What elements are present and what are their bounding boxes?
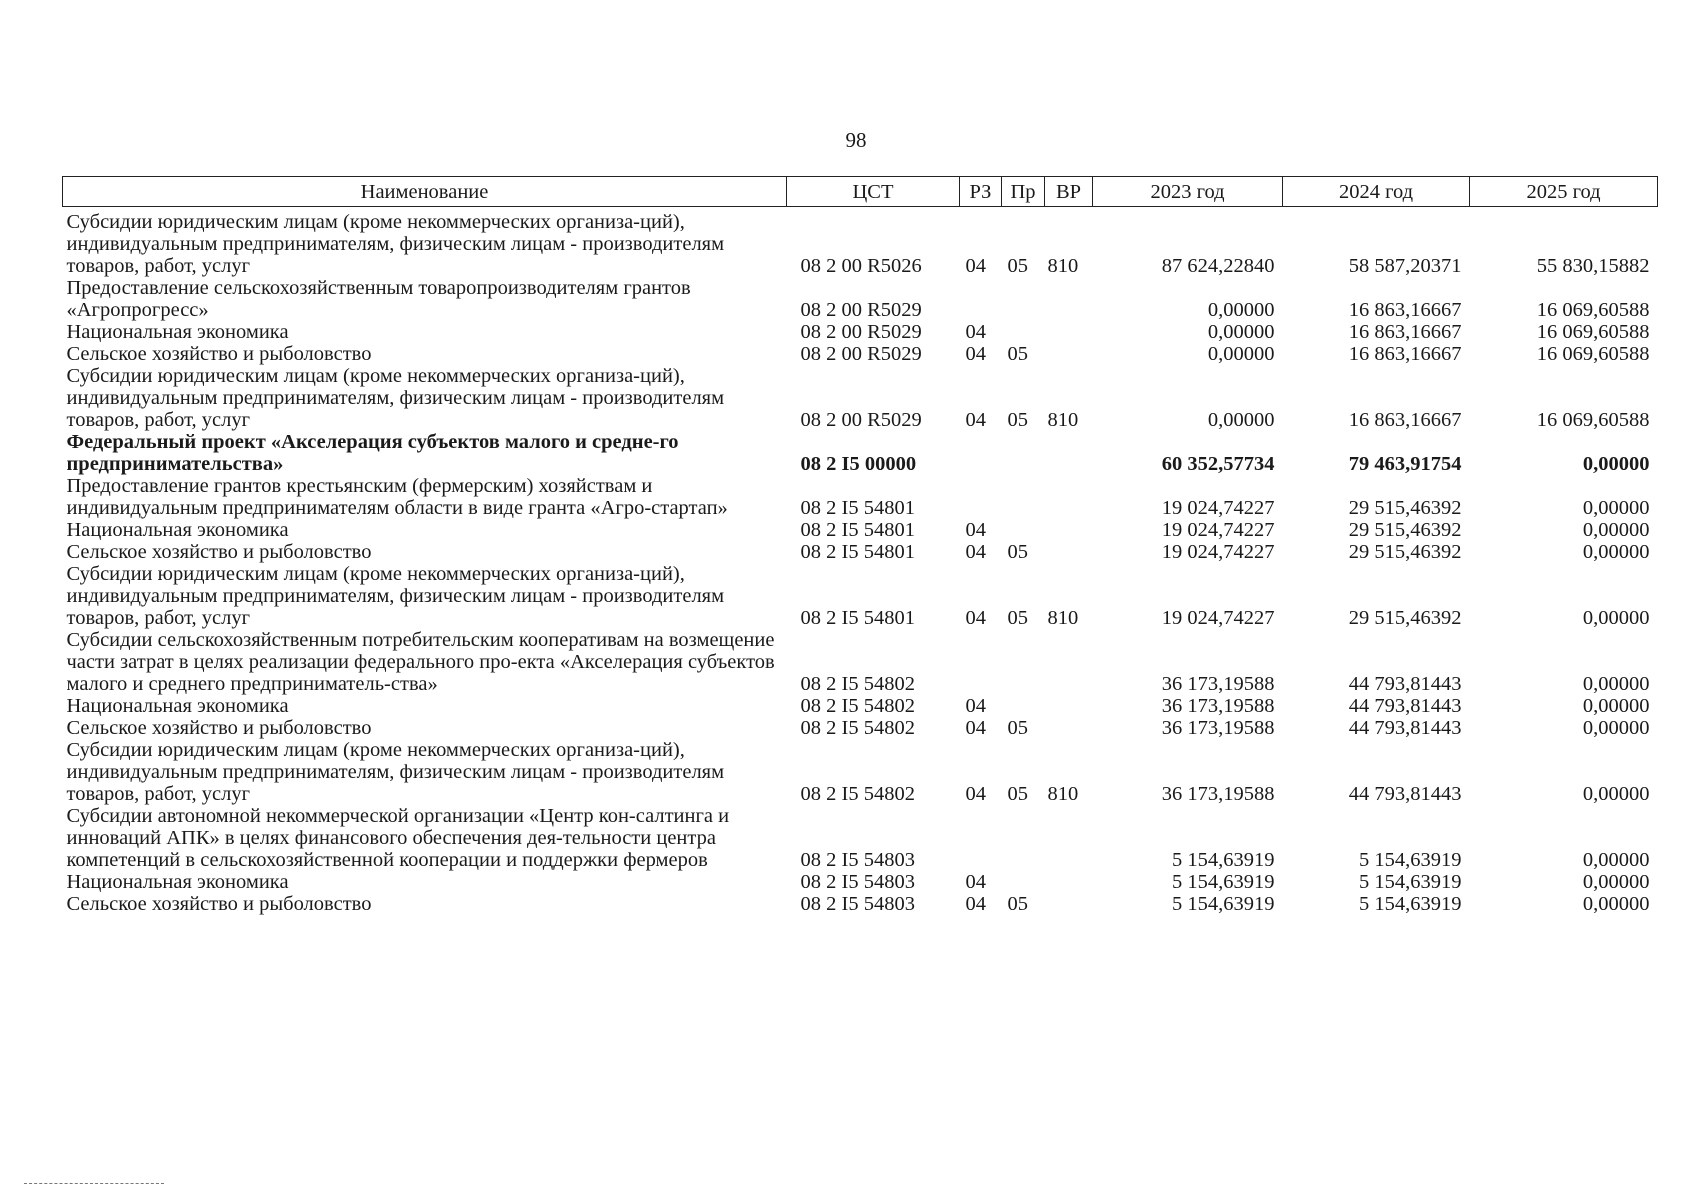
cell-2025: 16 069,60588 [1536,299,1650,321]
footer-divider [24,1183,164,1184]
cell-vr [1045,321,1093,343]
cell-rz: 04 [965,519,986,541]
cell-2025: 16 069,60588 [1536,343,1650,365]
cell-2023: 0,00000 [1207,409,1275,431]
cell-vr: 810 [1047,607,1079,629]
cell-2024: 16 863,16667 [1348,343,1462,365]
cell-rz: 04 [965,695,986,717]
table-header [63,177,1658,207]
cell-pr [1002,321,1045,343]
cell-pr [1002,805,1045,871]
cell-cst: 08 2 I5 00000 [800,453,917,475]
cell-cst: 08 2 00 R5029 [800,409,922,431]
cell-vr: 810 [1047,255,1079,277]
cell-2025: 0,00000 [1582,541,1650,563]
cell-pr: 05 [1007,343,1028,365]
cell-2025: 16 069,60588 [1536,321,1650,343]
cell-2025: 0,00000 [1582,783,1650,805]
cell-vr [1045,695,1093,717]
cell-2024: 16 863,16667 [1348,321,1462,343]
cell-2024: 44 793,81443 [1348,673,1462,695]
table-row [63,519,1658,541]
cell-2024: 5 154,63919 [1359,871,1462,893]
cell-2025: 0,00000 [1582,519,1650,541]
cell-2025: 0,00000 [1582,871,1650,893]
cell-vr [1045,893,1093,915]
cell-pr: 05 [1007,783,1028,805]
cell-cst: 08 2 I5 54801 [800,541,915,563]
cell-vr [1045,277,1093,321]
cell-cst: 08 2 00 R5026 [800,255,922,277]
cell-name: Федеральный проект «Акселерация субъектов малого и средне-го предпринимательства» [66,431,679,475]
header-rz: РЗ [960,177,1002,207]
table-row [63,343,1658,365]
cell-2023: 87 624,22840 [1161,255,1275,277]
cell-pr [1002,475,1045,519]
cell-2023: 19 024,74227 [1161,541,1275,563]
table-row [63,739,1658,805]
table-row [63,871,1658,893]
cell-cst: 08 2 I5 54802 [800,717,915,739]
cell-2023: 0,00000 [1207,343,1275,365]
cell-2025: 0,00000 [1582,497,1650,519]
cell-pr [1002,431,1045,475]
cell-2023: 60 352,57734 [1161,453,1275,475]
cell-2025: 16 069,60588 [1536,409,1650,431]
header-2025: 2025 год [1470,177,1658,207]
cell-name: Сельское хозяйство и рыболовство [66,717,372,739]
cell-2024: 5 154,63919 [1359,849,1462,871]
header-cst: ЦСТ [787,177,960,207]
cell-2024: 29 515,46392 [1348,541,1462,563]
cell-name: Предоставление сельскохозяйственным товаропроизводителям грантов «Агропрогресс» [66,277,691,321]
cell-pr: 05 [1007,409,1028,431]
cell-rz: 04 [965,321,986,343]
cell-rz: 04 [965,255,986,277]
cell-pr [1002,695,1045,717]
cell-vr [1045,541,1093,563]
cell-2024: 29 515,46392 [1348,519,1462,541]
cell-vr [1045,717,1093,739]
cell-vr [1045,475,1093,519]
table-row [63,365,1658,431]
cell-vr: 810 [1047,783,1079,805]
cell-name: Национальная экономика [66,871,289,893]
cell-2024: 29 515,46392 [1348,607,1462,629]
cell-cst: 08 2 I5 54803 [800,893,915,915]
budget-table [62,176,1658,915]
cell-vr: 810 [1047,409,1079,431]
cell-name: Сельское хозяйство и рыболовство [66,893,372,915]
cell-2025: 0,00000 [1582,673,1650,695]
cell-rz [960,277,1002,321]
cell-pr [1002,277,1045,321]
cell-2025: 0,00000 [1582,717,1650,739]
cell-2023: 0,00000 [1207,299,1275,321]
cell-pr [1002,629,1045,695]
cell-2024: 44 793,81443 [1348,783,1462,805]
cell-rz: 04 [965,409,986,431]
cell-pr: 05 [1007,541,1028,563]
cell-2025: 0,00000 [1582,453,1650,475]
cell-2025: 0,00000 [1582,607,1650,629]
cell-cst: 08 2 I5 54801 [800,607,915,629]
cell-pr: 05 [1007,607,1028,629]
cell-2023: 19 024,74227 [1161,607,1275,629]
cell-name: Национальная экономика [66,519,289,541]
cell-name: Субсидии сельскохозяйственным потребительским кооперативам на возмещение части затрат в целях реализации федерального про-екта «Акселерация субъектов малого и среднего предприниматель-ства» [66,629,775,695]
cell-2024: 58 587,20371 [1348,255,1462,277]
cell-2023: 19 024,74227 [1161,519,1275,541]
cell-pr [1002,871,1045,893]
cell-2024: 16 863,16667 [1348,299,1462,321]
cell-vr [1045,871,1093,893]
cell-2023: 36 173,19588 [1161,695,1275,717]
cell-name: Национальная экономика [66,321,289,343]
cell-name: Субсидии юридическим лицам (кроме некоммерческих организа-ций), индивидуальным предпринимателям, физическим лицам - производителям товаров, работ, услуг [66,211,725,277]
cell-name: Субсидии юридическим лицам (кроме некоммерческих организа-ций), индивидуальным предпринимателям, физическим лицам - производителям товаров, работ, услуг [66,365,725,431]
cell-name: Субсидии автономной некоммерческой организации «Центр кон-салтинга и инноваций АПК» в целях финансового обеспечения дея-тельности центра компетенций в сельскохозяйственной кооперации и поддержки фермеров [66,805,730,871]
cell-2025: 0,00000 [1582,849,1650,871]
cell-cst: 08 2 I5 54803 [800,849,915,871]
cell-2023: 36 173,19588 [1161,783,1275,805]
cell-rz: 04 [965,717,986,739]
header-vr: ВР [1045,177,1093,207]
cell-cst: 08 2 I5 54802 [800,695,915,717]
cell-cst: 08 2 I5 54802 [800,673,915,695]
cell-cst: 08 2 00 R5029 [800,321,922,343]
cell-cst: 08 2 I5 54803 [800,871,915,893]
cell-rz: 04 [965,343,986,365]
page-number: 98 [845,128,867,152]
cell-pr: 05 [1007,717,1028,739]
cell-cst: 08 2 I5 54802 [800,783,915,805]
table-row [63,717,1658,739]
cell-name: Сельское хозяйство и рыболовство [66,343,372,365]
table-row [63,475,1658,519]
cell-vr [1045,519,1093,541]
cell-2024: 5 154,63919 [1359,893,1462,915]
cell-2025: 0,00000 [1582,695,1650,717]
table-row [63,695,1658,717]
table-row [63,321,1658,343]
cell-rz: 04 [965,783,986,805]
cell-2024: 29 515,46392 [1348,497,1462,519]
cell-rz: 04 [965,871,986,893]
cell-2025: 55 830,15882 [1536,255,1650,277]
cell-2024: 16 863,16667 [1348,409,1462,431]
table-body [63,207,1658,916]
cell-name: Сельское хозяйство и рыболовство [66,541,372,563]
table-row [63,805,1658,871]
cell-rz [960,475,1002,519]
cell-2023: 19 024,74227 [1161,497,1275,519]
table-row [63,207,1658,278]
table-row [63,277,1658,321]
cell-2023: 36 173,19588 [1161,717,1275,739]
header-row [63,177,1658,207]
cell-2023: 0,00000 [1207,321,1275,343]
cell-name: Субсидии юридическим лицам (кроме некоммерческих организа-ций), индивидуальным предпринимателям, физическим лицам - производителям товаров, работ, услуг [66,739,725,805]
cell-name: Субсидии юридическим лицам (кроме некоммерческих организа-ций), индивидуальным предпринимателям, физическим лицам - производителям товаров, работ, услуг [66,563,725,629]
cell-2024: 44 793,81443 [1348,717,1462,739]
cell-vr [1045,343,1093,365]
header-2023: 2023 год [1093,177,1283,207]
cell-2023: 5 154,63919 [1172,893,1275,915]
cell-2023: 5 154,63919 [1172,849,1275,871]
cell-pr: 05 [1007,255,1028,277]
cell-pr: 05 [1007,893,1028,915]
cell-cst: 08 2 I5 54801 [800,497,915,519]
table-row [63,431,1658,475]
cell-2023: 5 154,63919 [1172,871,1275,893]
cell-2024: 79 463,91754 [1348,453,1462,475]
cell-rz [960,805,1002,871]
cell-cst: 08 2 I5 54801 [800,519,915,541]
cell-vr [1045,629,1093,695]
header-pr: Пр [1002,177,1045,207]
cell-2023: 36 173,19588 [1161,673,1275,695]
cell-rz [960,629,1002,695]
cell-rz: 04 [965,541,986,563]
cell-2025: 0,00000 [1582,893,1650,915]
cell-pr [1002,519,1045,541]
cell-cst: 08 2 00 R5029 [800,343,922,365]
cell-cst: 08 2 00 R5029 [800,299,922,321]
table-row [63,893,1658,915]
cell-vr [1045,805,1093,871]
cell-rz: 04 [965,893,986,915]
table-row [63,563,1658,629]
header-2024: 2024 год [1283,177,1470,207]
table-row [63,629,1658,695]
header-name: Наименование [63,177,787,207]
cell-name: Предоставление грантов крестьянским (фермерским) хозяйствам и индивидуальным предпринимателям области в виде гранта «Агро-стартап» [66,475,728,519]
table-row [63,541,1658,563]
cell-2024: 44 793,81443 [1348,695,1462,717]
cell-name: Национальная экономика [66,695,289,717]
cell-rz: 04 [965,607,986,629]
cell-vr [1045,431,1093,475]
cell-rz [960,431,1002,475]
